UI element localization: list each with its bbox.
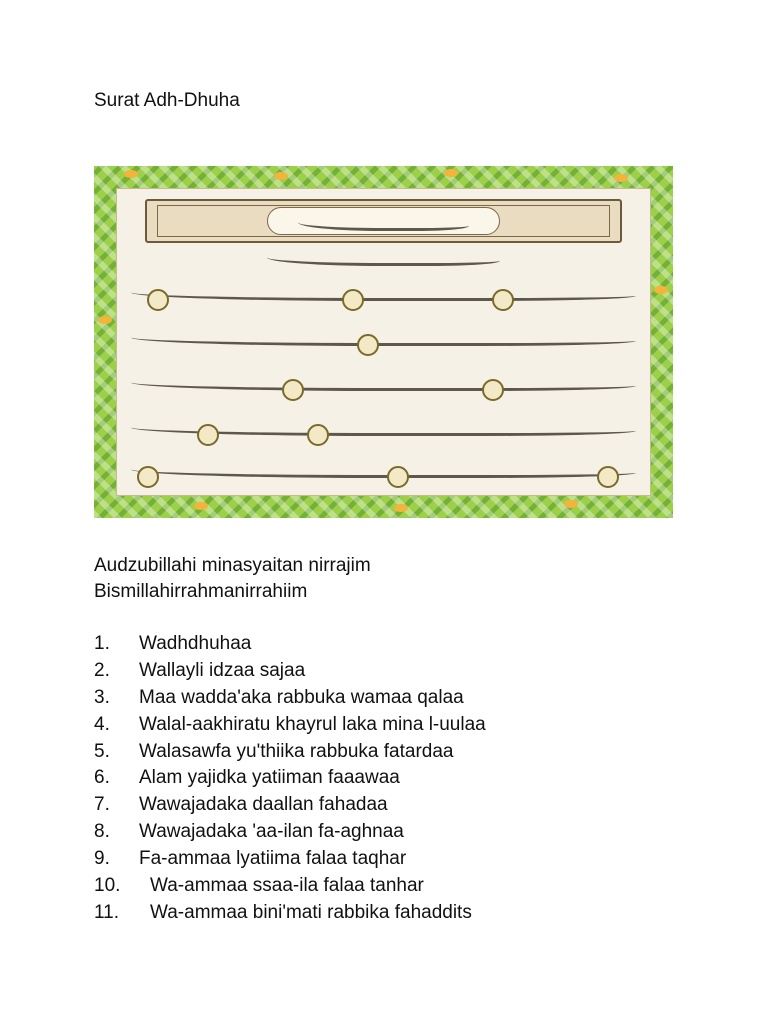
verse-number: 8.: [94, 821, 110, 843]
list-item: [94, 873, 486, 900]
verse-text: Alam yajidka yatiiman faaawaa: [139, 767, 400, 789]
verse-marker-icon: [357, 334, 379, 356]
list-item: [94, 739, 486, 766]
leaf-icon: [654, 286, 668, 294]
verse-number: 4.: [94, 713, 110, 735]
list-item: [94, 846, 486, 873]
leaf-icon: [124, 170, 138, 178]
quran-page-image: [94, 166, 673, 518]
verse-text: Wawajadaka 'aa-ilan fa-aghnaa: [139, 821, 404, 843]
page-title: Surat Adh-Dhuha: [94, 90, 240, 111]
opening-lines: [94, 553, 371, 605]
verse-text: Wa-ammaa ssaa-ila falaa tanhar: [150, 875, 424, 897]
verse-number: 6.: [94, 767, 110, 789]
list-item: [94, 819, 486, 846]
verse-marker-icon: [282, 379, 304, 401]
verse-marker-icon: [387, 466, 409, 488]
surah-title-cartouche: [145, 199, 622, 243]
surah-title-calligraphy: [267, 207, 500, 235]
verse-marker-icon: [597, 466, 619, 488]
verse-text: Walal-aakhiratu khayrul laka mina l-uulaa: [139, 713, 486, 735]
leaf-icon: [194, 502, 208, 510]
verse-list: [94, 631, 486, 927]
verse-text: Wallayli idzaa sajaa: [139, 659, 306, 681]
verse-marker-icon: [147, 289, 169, 311]
basmala-line: Bismillahirrahmanirrahiim: [94, 581, 308, 602]
verse-number: 9.: [94, 848, 110, 870]
verse-marker-icon: [137, 466, 159, 488]
verse-calligraphy-line: [131, 461, 636, 478]
verse-marker-icon: [197, 424, 219, 446]
calligraphy-panel: [116, 188, 651, 496]
basmala-calligraphy: [267, 249, 500, 266]
list-item: [94, 900, 486, 927]
verse-number: 3.: [94, 686, 110, 708]
verse-marker-icon: [342, 289, 364, 311]
verse-number: 1.: [94, 633, 110, 654]
verse-number: 11.: [94, 901, 120, 923]
taawudh-line: Audzubillahi minasyaitan nirrajim: [94, 555, 371, 576]
verse-text: Maa wadda'aka rabbuka wamaa qalaa: [139, 686, 464, 708]
list-item: [94, 792, 486, 819]
verse-calligraphy-line: [131, 284, 636, 301]
calligraphy-stroke: [298, 214, 469, 231]
list-item: [94, 712, 486, 739]
verse-number: 7.: [94, 794, 110, 816]
list-item: [94, 631, 486, 658]
verse-text: Walasawfa yu'thiika rabbuka fatardaa: [139, 740, 454, 762]
verse-marker-icon: [482, 379, 504, 401]
verse-text: Wadhdhuhaa: [139, 633, 252, 654]
verse-marker-icon: [492, 289, 514, 311]
leaf-icon: [274, 172, 288, 180]
verse-number: 2.: [94, 659, 110, 681]
list-item: [94, 685, 486, 712]
verse-calligraphy-line: [131, 374, 636, 391]
verse-text: Fa-ammaa lyatiima falaa taqhar: [139, 848, 407, 870]
verse-marker-icon: [307, 424, 329, 446]
leaf-icon: [614, 174, 628, 182]
leaf-icon: [394, 504, 408, 512]
verse-number: 10.: [94, 875, 121, 897]
verse-text: Wawajadaka daallan fahadaa: [139, 794, 388, 816]
verse-number: 5.: [94, 740, 110, 762]
verse-text: Wa-ammaa bini'mati rabbika fahaddits: [150, 901, 472, 923]
leaf-icon: [444, 169, 458, 177]
list-item: [94, 765, 486, 792]
verse-calligraphy-line: [131, 329, 636, 346]
leaf-icon: [564, 500, 578, 508]
leaf-icon: [98, 316, 112, 324]
list-item: [94, 658, 486, 685]
